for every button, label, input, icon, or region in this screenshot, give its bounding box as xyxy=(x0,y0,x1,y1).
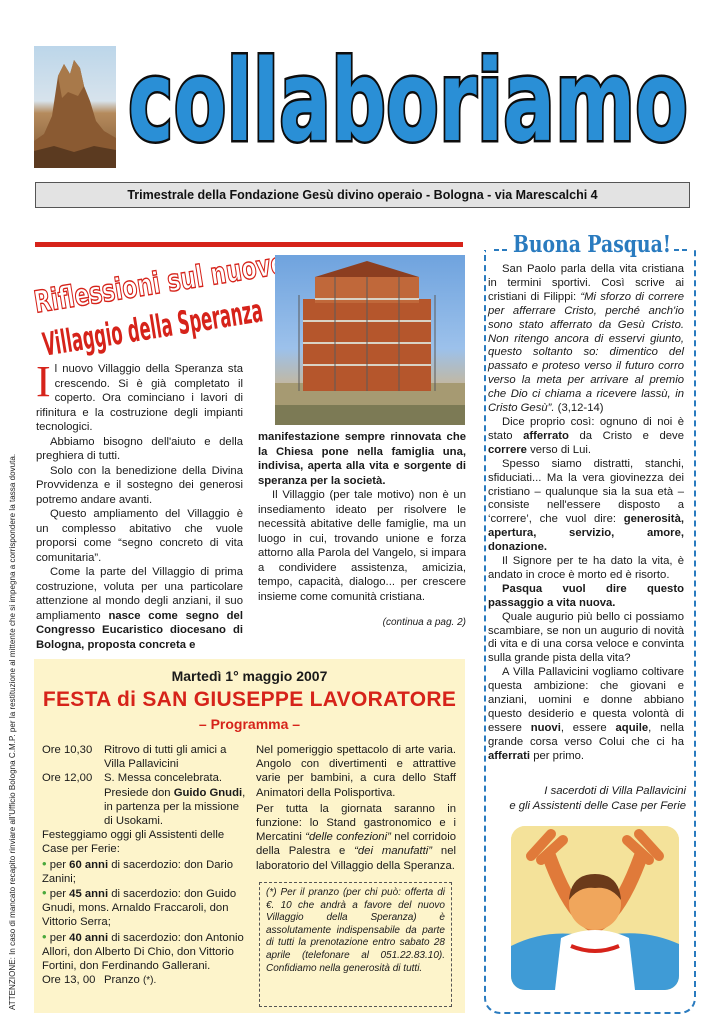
masthead-title xyxy=(124,40,692,170)
pasqua-title-text: Buona Pasqua! xyxy=(513,231,671,258)
pasqua-paragraph: Quale augurio più bello ci possiamo scambiare, se non un augurio di novità di vita e di una corsa veloce e convinta sulla grande pista della vita? xyxy=(488,610,684,665)
article-dropcap: I xyxy=(36,357,51,406)
masthead-title-text: collaboriamo xyxy=(128,40,688,167)
article-paragraph: Il nuovo Villaggio della Speranza sta crescendo. Si è già completato il coperto. Ora cominciano i lavori di rifinitura e la costruzione degli impianti tecnologici. xyxy=(36,357,243,433)
festa-programma: – Programma – xyxy=(198,716,301,732)
article-column-1 xyxy=(36,357,243,652)
article-paragraph: Il Villaggio (per tale motivo) non è un insediamento ideato per risolvere le necessità abitative delle famiglie, ma un luogo in cui, trovando unione e forza attorno alla Parola del Vangelo, si impara a condividere assistenza, amicizia, tempo, capacità, dialogo... per crescere insieme come comunità cristiana. xyxy=(258,489,466,603)
schedule-time: Ore 10,30 xyxy=(42,744,93,756)
pasqua-title xyxy=(494,226,690,260)
schedule-desc: Ritrovo di tutti gli amici a Villa Pallavicini xyxy=(104,744,227,771)
festa-paragraph: Nel pomeriggio spettacolo di arte varia. Angolo con divertimenti e attrattive varie per bambini, a cura dello Staff Animatori della Polisportiva. xyxy=(256,744,456,799)
festa-date: Martedì 1° maggio 2007 xyxy=(171,668,328,684)
pasqua-paragraph: Dice proprio così: ognuno di noi è stato afferrato da Cristo e deve correre verso di Lui. xyxy=(488,415,684,456)
pasqua-paragraph: A Villa Pallavicini vogliamo coltivare questa ambizione: che giovani e anziani, uomini e donne abbiano questo desiderio e questa volontà di essere nuovi, essere aquile, nella grande corsa verso Colui che ci ha afferrati per primo. xyxy=(488,666,684,762)
article-title-line1: Riflessioni sul xyxy=(32,249,269,321)
risen-christ-illustration xyxy=(511,826,679,990)
schedule-time: Ore 12,00 xyxy=(42,772,93,785)
masthead-subtitle xyxy=(35,182,690,208)
festa-bullet-item: • per 45 anni di sacerdozio: don Guido Gnudi, mons. Arnaldo Fraccaroli, don Vittorio Serra; xyxy=(42,885,237,929)
schedule-desc: S. Messa concelebrata. Presiede don Guido Gnudi, in partenza per la missione di Usokami. xyxy=(104,772,246,828)
schedule-time: Ore 13, 00 xyxy=(42,974,96,987)
festa-bullet-item: • per 40 anni di sacerdozio: don Antonio Allori, don Alberto Di Chio, don Vittorio Fortini, don Ferdinando Gallerani. xyxy=(42,928,244,973)
schedule-row xyxy=(42,743,247,771)
pasqua-signature xyxy=(488,784,686,813)
article-paragraph: Solo con la benedizione della Divina Provvidenza e il sostegno dei generosi potremo andare avanti. xyxy=(36,464,243,506)
pasqua-paragraph: San Paolo parla della vita cristiana in termini sportivi. Così scrive ai cristiani di Filippi: “Mi sforzo di correre per afferrare Cristo, perché anch'io sono stato afferrato da Gesù Cristo. Non ritengo ancora di esservi giunto, questo soltanto so: dimentico del passato e proteso verso il futuro corro verso la meta per arrivare al premio che Dio ci chiama a ricevere lassù, in Cristo Gesù”. (3,12-14) xyxy=(488,263,684,415)
festa-title: FESTA di SAN GIUSEPPE LAVORATORE xyxy=(42,688,457,711)
pasqua-text xyxy=(488,263,684,764)
postal-notice: ATTENZIONE: In caso di mancato recapito rinviare all'Ufficio Bologna C.M.P. per la restituzione al mittente che si impegna a corrispondere la tassa dovuta. xyxy=(8,453,17,1010)
article-red-rule xyxy=(35,242,463,247)
pasqua-signature-line: e gli Assistenti delle Case per Ferie xyxy=(509,799,686,812)
schedule-row xyxy=(42,973,247,988)
pasqua-paragraph: Il Signore per te ha dato la vita, è andato in croce è morto ed è risorto. xyxy=(488,555,684,581)
schedule-row xyxy=(42,771,247,828)
bullet-icon: • xyxy=(42,928,47,944)
article-title xyxy=(32,248,302,358)
schedule-desc: Pranzo (*). xyxy=(104,974,157,987)
masthead-subtitle-text: Trimestrale della Fondazione Gesù divino operaio - Bologna - via Marescalchi 4 xyxy=(127,188,598,202)
construction-photo xyxy=(275,255,465,425)
festa-bullet-item: • per 60 anni di sacerdozio: don Dario Zanini; xyxy=(42,855,234,885)
bullet-icon: • xyxy=(42,885,47,901)
festa-intro: Festeggiamo oggi gli Assistenti delle Case per Ferie: xyxy=(42,829,225,856)
continue-link[interactable]: (continua a pag. 2) xyxy=(382,617,466,628)
pasqua-signature-line: I sacerdoti di Villa Pallavicini xyxy=(544,785,686,797)
festa-paragraph: Per tutta la giornata saranno in funzione: lo Stand gastronomico e i Mercatini “delle confezioni” nel corridoio della Palestra e “dei manufatti” nel laboratorio del Villaggio della Speranza. xyxy=(256,802,456,872)
lunch-note: (*) Per il pranzo (per chi può: offerta di €. 10 che andrà a favore del nuovo Villaggio della Speranza) è assolutamente indispensabile da parte di tutti la prenotazione entro sabato 28 aprile (telefonare al 051.22.83.10). Confidiamo nella generosità di tutti. xyxy=(259,882,452,1007)
article-title-line2: Villaggio della xyxy=(40,285,300,358)
bullet-icon: • xyxy=(42,855,47,871)
article-paragraph: Questo ampliamento del Villaggio è un complesso abitativo che vuole proporsi come “segno concreto di vita comunitaria”. xyxy=(36,508,243,564)
pasqua-paragraph: Pasqua vuol dire questo passaggio a vita nuova. xyxy=(488,582,684,609)
festa-afternoon xyxy=(256,743,456,873)
article-column-2 xyxy=(258,430,466,604)
article-paragraph: Come la parte del Villaggio di prima costruzione, voluta per una particolare attenzione al mondo degli anziani, il suo ampliamento nasce come segno del Congresso Eucaristico diocesano di Bologna, proposta concreta e xyxy=(36,566,243,651)
article-paragraph: manifestazione sempre rinnovata che la Chiesa pone nella famiglia una, indivisa, aperta alla vita e sorgente di speranza per la società. xyxy=(258,431,466,487)
pasqua-paragraph: Spesso siamo distratti, stanchi, sfiduciati... Ma la vera giovinezza dei cristiano – qualunque sia la sua età – consiste nell'essere disposto a ‘correre’, che vuol dire: generosità, apertura, servizio, amore, donazione. xyxy=(488,457,684,554)
article-paragraph: Abbiamo bisogno dell'aiuto e della preghiera di tutti. xyxy=(36,435,243,462)
masthead-photo xyxy=(34,46,116,168)
festa-schedule xyxy=(42,743,247,988)
